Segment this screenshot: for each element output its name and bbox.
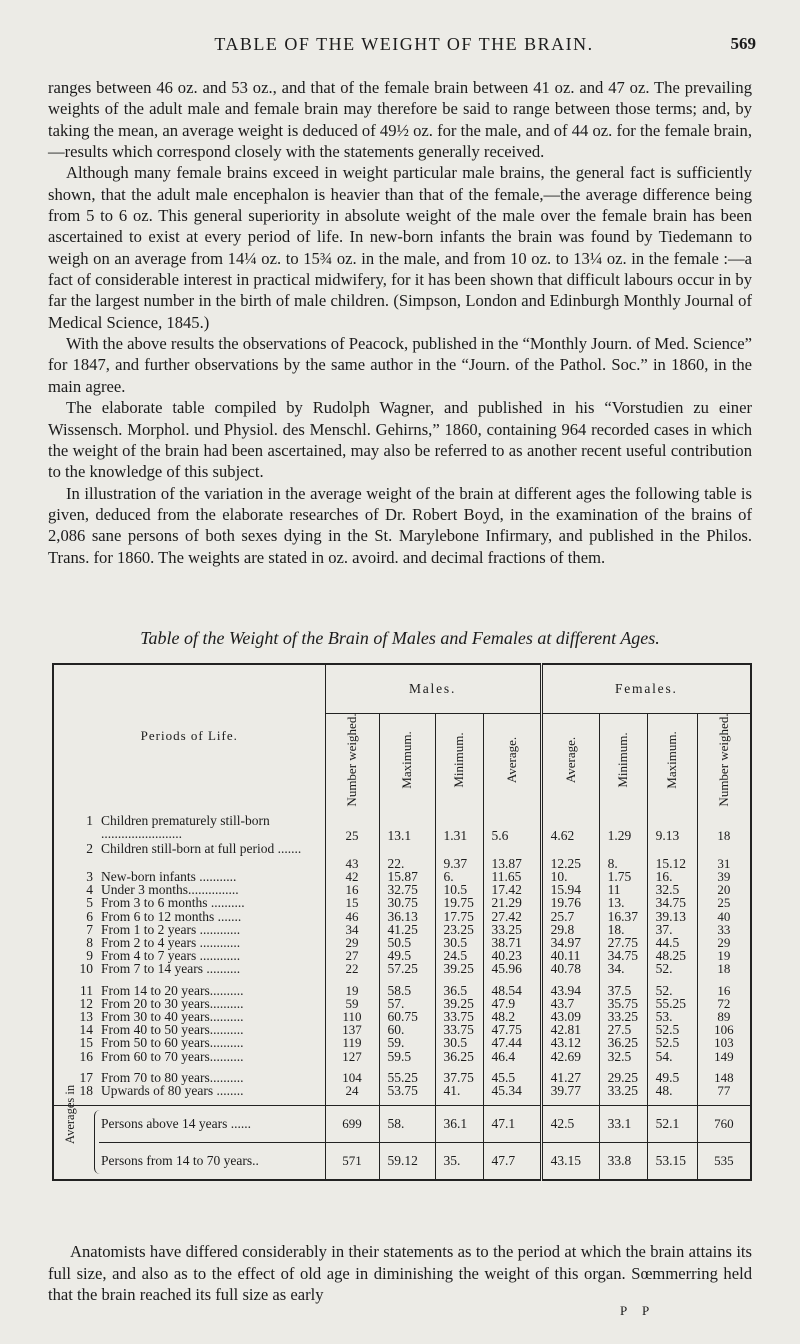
cell-f-num: 20 (697, 883, 751, 896)
cell-f-max: 44.5 (647, 936, 697, 949)
cell-f-avg: 34.97 (541, 936, 599, 949)
cell-f-avg: 29.8 (541, 923, 599, 936)
cell-m-max: 41.25 (379, 923, 435, 936)
cell-m-max: 58.5 (379, 984, 435, 997)
cell-f-max: 34.75 (647, 896, 697, 909)
spacer-cell (483, 806, 541, 814)
cell-m-max: 57.25 (379, 962, 435, 975)
cell-f-avg: 42.69 (541, 1050, 599, 1063)
row-number: 4 (86, 882, 93, 898)
cell-m-num: 110 (325, 1010, 379, 1023)
cell-m-avg: 38.71 (483, 936, 541, 949)
averages-period: Persons from 14 to 70 years.. (99, 1143, 325, 1181)
cell-f-avg: 25.7 (541, 910, 599, 923)
avg-cell-m-avg: 47.1 (483, 1106, 541, 1143)
table-row (53, 962, 751, 975)
cell-m-num: 29 (325, 936, 379, 949)
cell-m-avg: 11.65 (483, 870, 541, 883)
running-head (48, 34, 760, 58)
cell-m-min: 33.75 (435, 1023, 483, 1036)
cell-f-num: 16 (697, 984, 751, 997)
row-number: 17 (79, 1069, 93, 1085)
cell-m-avg: 48.2 (483, 1010, 541, 1023)
cell-f-min: 34. (599, 962, 647, 975)
cell-m-min: 9.37 (435, 842, 483, 870)
avg-cell-f-min: 33.1 (599, 1106, 647, 1143)
spacer-cell (99, 1097, 325, 1106)
running-title: TABLE OF THE WEIGHT OF THE BRAIN. (214, 34, 594, 54)
avg-cell-f-num: 760 (697, 1106, 751, 1143)
spacer-cell (599, 1097, 647, 1106)
spacer-cell (697, 1097, 751, 1106)
signature-mark: P P (620, 1303, 656, 1318)
row-number: 15 (79, 1035, 93, 1051)
averages-row (53, 1106, 751, 1143)
cell-m-avg: 45.5 (483, 1071, 541, 1084)
cell-f-avg: 40.11 (541, 949, 599, 962)
spacer-cell (647, 806, 697, 814)
cell-m-min: 24.5 (435, 949, 483, 962)
cell-f-min: 1.29 (599, 814, 647, 842)
cell-m-min: 39.25 (435, 997, 483, 1010)
cell-m-min: 17.75 (435, 910, 483, 923)
cell-f-min: 35.75 (599, 997, 647, 1010)
cell-m-num: 119 (325, 1036, 379, 1049)
cell-m-num: 16 (325, 883, 379, 896)
table-row (53, 814, 751, 842)
avg-cell-f-max: 53.15 (647, 1143, 697, 1181)
avg-cell-m-min: 35. (435, 1143, 483, 1181)
cell-m-num: 59 (325, 997, 379, 1010)
cell-f-min: 8. (599, 842, 647, 870)
female-col-average: Average. (541, 714, 599, 807)
cell-m-num: 104 (325, 1071, 379, 1084)
cell-m-avg: 47.44 (483, 1036, 541, 1049)
cell-m-min: 6. (435, 870, 483, 883)
cell-f-max: 49.5 (647, 1071, 697, 1084)
cell-m-avg: 5.6 (483, 814, 541, 842)
row-number: 6 (86, 908, 93, 924)
cell-m-num: 15 (325, 896, 379, 909)
cell-m-avg: 27.42 (483, 910, 541, 923)
cell-f-num: 33 (697, 923, 751, 936)
cell-f-max: 48.25 (647, 949, 697, 962)
avg-cell-m-min: 36.1 (435, 1106, 483, 1143)
cell-f-avg: 43.09 (541, 1010, 599, 1023)
cell-m-max: 13.1 (379, 814, 435, 842)
cell-m-num: 25 (325, 814, 379, 842)
cell-m-num: 34 (325, 923, 379, 936)
row-period: From 50 to 60 years.......... (101, 1035, 244, 1051)
cell-f-min: 11 (599, 883, 647, 896)
cell-m-min: 30.5 (435, 936, 483, 949)
table-row (53, 1084, 751, 1097)
cell-m-min: 33.75 (435, 1010, 483, 1023)
spacer-cell (379, 1097, 435, 1106)
cell-m-min: 1.31 (435, 814, 483, 842)
table-row (53, 984, 751, 997)
table-spacer (53, 1097, 751, 1106)
cell-f-avg: 43.12 (541, 1036, 599, 1049)
page-number: 569 (730, 34, 756, 53)
spacer-cell (325, 806, 379, 814)
cell-f-num: 31 (697, 842, 751, 870)
female-col-minimum: Minimum. (599, 714, 647, 807)
cell-m-avg: 47.9 (483, 997, 541, 1010)
periods-header: Periods of Life. (140, 727, 238, 743)
cell-f-max: 32.5 (647, 883, 697, 896)
row-period: Children prematurely still-born ........................ (101, 813, 270, 842)
closing-text (48, 1241, 752, 1306)
cell-m-min: 41. (435, 1084, 483, 1097)
cell-f-max: 55.25 (647, 997, 697, 1010)
row-period: Upwards of 80 years ........ (101, 1083, 244, 1099)
row-period: From 4 to 7 years ............ (101, 948, 241, 964)
cell-f-max: 54. (647, 1050, 697, 1063)
table-caption: Table of the Weight of the Brain of Males and Females at different Ages. (140, 628, 660, 648)
cell-m-num: 22 (325, 962, 379, 975)
cell-f-min: 32.5 (599, 1050, 647, 1063)
row-period: From 1 to 2 years ............ (101, 921, 241, 937)
avg-cell-f-avg: 43.15 (541, 1143, 599, 1181)
male-col-number: Number weighed. (325, 714, 379, 807)
cell-f-num: 148 (697, 1071, 751, 1084)
spacer-cell (325, 1097, 379, 1106)
spacer-cell (379, 806, 435, 814)
cell-m-max: 57. (379, 997, 435, 1010)
cell-f-min: 36.25 (599, 1036, 647, 1049)
spacer-cell (435, 1097, 483, 1106)
spacer-cell (483, 1097, 541, 1106)
table-row (53, 1036, 751, 1049)
brace (94, 1110, 103, 1174)
averages-label: Averages in (63, 1085, 77, 1145)
table-body (53, 806, 751, 1180)
cell-m-max: 53.75 (379, 1084, 435, 1097)
cell-m-min: 39.25 (435, 962, 483, 975)
cell-f-avg: 43.7 (541, 997, 599, 1010)
cell-f-num: 39 (697, 870, 751, 883)
table-row (53, 896, 751, 909)
cell-m-num: 19 (325, 984, 379, 997)
cell-m-max: 15.87 (379, 870, 435, 883)
spacer-cell (435, 806, 483, 814)
row-number: 10 (79, 961, 93, 977)
cell-m-avg: 45.34 (483, 1084, 541, 1097)
table-row (53, 1050, 751, 1063)
cell-m-avg: 17.42 (483, 883, 541, 896)
male-col-minimum: Minimum. (435, 714, 483, 807)
brain-weight-table (52, 663, 752, 1181)
cell-m-max: 50.5 (379, 936, 435, 949)
spacer-cell (541, 1097, 599, 1106)
cell-f-min: 18. (599, 923, 647, 936)
males-header: Males. (325, 664, 541, 714)
cell-m-min: 23.25 (435, 923, 483, 936)
cell-m-num: 43 (325, 842, 379, 870)
spacer-cell (697, 806, 751, 814)
avg-cell-m-avg: 47.7 (483, 1143, 541, 1181)
cell-f-avg: 15.94 (541, 883, 599, 896)
female-col-maximum: Maximum. (647, 714, 697, 807)
cell-f-num: 19 (697, 949, 751, 962)
cell-m-max: 60. (379, 1023, 435, 1036)
cell-f-avg: 4.62 (541, 814, 599, 842)
cell-f-max: 52. (647, 962, 697, 975)
spacer-cell (541, 806, 599, 814)
row-number: 12 (79, 995, 93, 1011)
cell-f-min: 27.75 (599, 936, 647, 949)
cell-m-min: 37.75 (435, 1071, 483, 1084)
table-row (53, 910, 751, 923)
cell-f-num: 25 (697, 896, 751, 909)
row-number: 16 (79, 1048, 93, 1064)
paragraph: With the above results the observations of Peacock, published in the “Monthly Journ. of Med. Science” for 1847, and further observations by the same author in the “Journ. of the Pathol. Soc.” in 1860, in the main agree. (48, 334, 752, 396)
paragraph: Although many female brains exceed in weight particular male brains, the general fact is sufficiently shown, that the adult male encephalon is heavier than that of the female,—the average difference being from 5 to 6 oz. This general superiority in absolute weight of the male over the female brain has been ascertained to exist at every period of life. In new-born infants the brain was found by Tiedemann to weigh on an average from 14¼ oz. to 15¾ oz. in the male, and from 10 oz. to 13¼ oz. in the female :—a fact of considerable interest in practical midwifery, for it has been shown that difficult labours occur in by far the largest number in the birth of male children. (Simpson, London and Edinburgh Monthly Journal of Medical Science, 1845.) (48, 163, 752, 332)
cell-m-max: 32.75 (379, 883, 435, 896)
avg-cell-f-min: 33.8 (599, 1143, 647, 1181)
row-period: From 70 to 80 years.......... (101, 1069, 244, 1085)
row-number: 1 (86, 813, 93, 828)
row-period: From 30 to 40 years.......... (101, 1009, 244, 1025)
cell-f-num: 103 (697, 1036, 751, 1049)
cell-m-max: 55.25 (379, 1071, 435, 1084)
row-period: Under 3 months............... (101, 882, 239, 898)
females-header: Females. (541, 664, 751, 714)
cell-m-num: 137 (325, 1023, 379, 1036)
cell-f-min: 33.25 (599, 1084, 647, 1097)
cell-f-avg: 42.81 (541, 1023, 599, 1036)
row-number: 9 (86, 948, 93, 964)
row-period: New-born infants ........... (101, 869, 237, 884)
row-number: 13 (79, 1009, 93, 1025)
cell-f-min: 27.5 (599, 1023, 647, 1036)
cell-f-min: 16.37 (599, 910, 647, 923)
paragraph: Anatomists have differed considerably in their statements as to the period at which the brain attains its full size, and also as to the effect of old age in diminishing the weight of this organ. Sœmmerring held that the brain reached its full size as early (48, 1242, 752, 1304)
male-col-maximum: Maximum. (379, 714, 435, 807)
row-number: 18 (79, 1083, 93, 1099)
cell-m-avg: 47.75 (483, 1023, 541, 1036)
cell-m-min: 36.25 (435, 1050, 483, 1063)
row-period: From 7 to 14 years .......... (101, 961, 241, 977)
avg-cell-m-num: 699 (325, 1106, 379, 1143)
cell-f-avg: 19.76 (541, 896, 599, 909)
cell-f-min: 29.25 (599, 1071, 647, 1084)
cell-f-num: 106 (697, 1023, 751, 1036)
cell-m-max: 60.75 (379, 1010, 435, 1023)
avg-cell-m-max: 58. (379, 1106, 435, 1143)
row-period: Children still-born at full period ....... (101, 841, 302, 856)
cell-f-avg: 43.94 (541, 984, 599, 997)
cell-m-avg: 40.23 (483, 949, 541, 962)
spacer-cell (647, 1097, 697, 1106)
cell-f-avg: 41.27 (541, 1071, 599, 1084)
row-period: From 6 to 12 months ....... (101, 908, 242, 924)
cell-f-avg: 10. (541, 870, 599, 883)
paragraph: In illustration of the variation in the average weight of the brain at different ages the following table is given, deduced from the elaborate researches of Dr. Robert Boyd, in the examination of the brains of 2,086 sane persons of both sexes dying in the St. Marylebone Infirmary, and published in the Philos. Trans. for 1860. The weights are stated in oz. avoird. and decimal fractions of them. (48, 483, 752, 567)
row-number: 14 (79, 1022, 93, 1038)
spacer-cell (647, 976, 697, 984)
cell-f-avg: 39.77 (541, 1084, 599, 1097)
cell-m-avg: 45.96 (483, 962, 541, 975)
cell-m-num: 42 (325, 870, 379, 883)
avg-cell-m-max: 59.12 (379, 1143, 435, 1181)
cell-f-num: 18 (697, 814, 751, 842)
cell-f-max: 52. (647, 984, 697, 997)
cell-f-min: 1.75 (599, 870, 647, 883)
cell-f-min: 13. (599, 896, 647, 909)
cell-f-max: 9.13 (647, 814, 697, 842)
cell-f-num: 72 (697, 997, 751, 1010)
cell-m-min: 30.5 (435, 1036, 483, 1049)
row-number: 2 (86, 841, 93, 856)
averages-row (53, 1143, 751, 1181)
cell-f-num: 29 (697, 936, 751, 949)
cell-f-max: 37. (647, 923, 697, 936)
cell-f-min: 33.25 (599, 1010, 647, 1023)
cell-f-min: 34.75 (599, 949, 647, 962)
row-number: 8 (86, 935, 93, 951)
cell-f-min: 37.5 (599, 984, 647, 997)
row-period: From 60 to 70 years.......... (101, 1048, 244, 1064)
cell-m-avg: 46.4 (483, 1050, 541, 1063)
cell-m-avg: 13.87 (483, 842, 541, 870)
cell-m-min: 36.5 (435, 984, 483, 997)
row-period: From 3 to 6 months .......... (101, 895, 245, 911)
cell-f-num: 40 (697, 910, 751, 923)
cell-m-num: 127 (325, 1050, 379, 1063)
cell-m-min: 19.75 (435, 896, 483, 909)
avg-cell-f-num: 535 (697, 1143, 751, 1181)
table-row (53, 842, 751, 870)
cell-f-num: 77 (697, 1084, 751, 1097)
cell-f-num: 18 (697, 962, 751, 975)
row-period: From 2 to 4 years ............ (101, 935, 241, 951)
spacer-cell (599, 806, 647, 814)
cell-f-max: 16. (647, 870, 697, 883)
cell-f-num: 149 (697, 1050, 751, 1063)
row-number: 5 (86, 895, 93, 911)
row-period: From 20 to 30 years.......... (101, 995, 244, 1011)
cell-f-max: 15.12 (647, 842, 697, 870)
cell-m-max: 59. (379, 1036, 435, 1049)
cell-f-max: 52.5 (647, 1036, 697, 1049)
row-period: From 14 to 20 years.......... (101, 982, 244, 998)
cell-m-num: 24 (325, 1084, 379, 1097)
body-text (48, 77, 752, 568)
row-number: 7 (86, 921, 93, 937)
paragraph: ranges between 46 oz. and 53 oz., and that of the female brain between 41 oz. and 47 oz. The prevailing weights of the adult male and female brain may therefore be said to range between those terms; and, by taking the mean, an average weight is deduced of 49½ oz. for the male, and of 44 oz. for the female brain,—results which correspond closely with the statements generally received. (48, 78, 752, 162)
cell-m-avg: 33.25 (483, 923, 541, 936)
cell-m-max: 59.5 (379, 1050, 435, 1063)
cell-m-max: 22. (379, 842, 435, 870)
cell-f-max: 52.5 (647, 1023, 697, 1036)
cell-f-avg: 12.25 (541, 842, 599, 870)
cell-m-num: 27 (325, 949, 379, 962)
cell-m-max: 49.5 (379, 949, 435, 962)
cell-f-max: 48. (647, 1084, 697, 1097)
cell-m-avg: 21.29 (483, 896, 541, 909)
cell-m-max: 36.13 (379, 910, 435, 923)
cell-f-max: 39.13 (647, 910, 697, 923)
row-number: 3 (86, 869, 93, 884)
row-number: 11 (80, 982, 93, 998)
averages-period: Persons above 14 years ...... (99, 1106, 325, 1143)
avg-cell-m-num: 571 (325, 1143, 379, 1181)
male-col-average: Average. (483, 714, 541, 807)
cell-m-num: 46 (325, 910, 379, 923)
cell-m-max: 30.75 (379, 896, 435, 909)
cell-m-avg: 48.54 (483, 984, 541, 997)
paragraph: The elaborate table compiled by Rudolph Wagner, and published in his “Vorstudien zu einer Wissensch. Morphol. und Physiol. des Menschl. Gehirns,” 1860, containing 964 recorded cases in which the weight of the brain had been ascertained, may also be referred to as another recent useful contribution to the knowledge of this subject. (48, 398, 752, 482)
avg-cell-f-max: 52.1 (647, 1106, 697, 1143)
row-period: From 40 to 50 years.......... (101, 1022, 244, 1038)
cell-m-min: 10.5 (435, 883, 483, 896)
female-col-number: Number weighed. (697, 714, 751, 807)
cell-f-max: 53. (647, 1010, 697, 1023)
cell-f-avg: 40.78 (541, 962, 599, 975)
avg-cell-f-avg: 42.5 (541, 1106, 599, 1143)
cell-f-num: 89 (697, 1010, 751, 1023)
